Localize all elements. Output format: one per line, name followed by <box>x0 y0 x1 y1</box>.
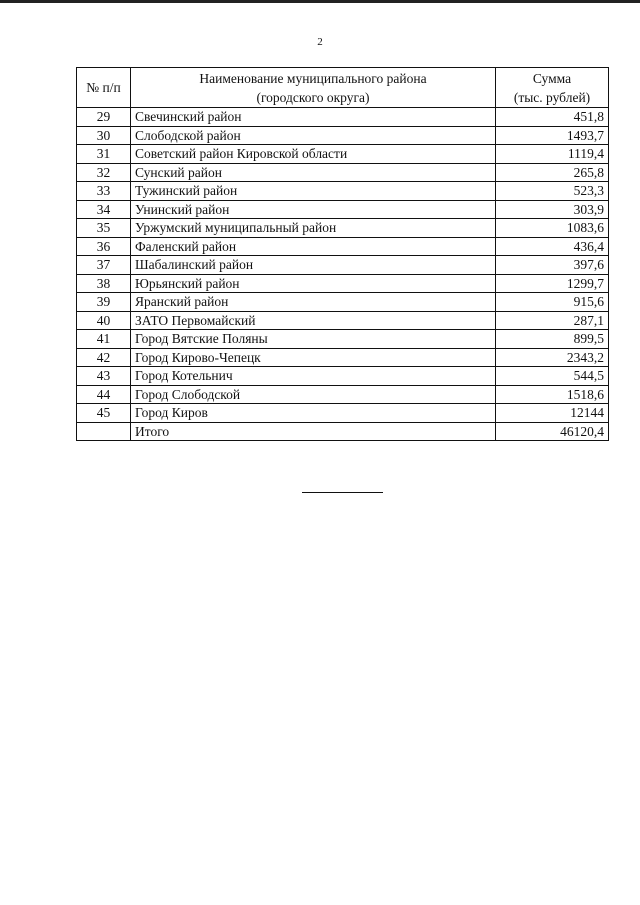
header-number <box>77 68 131 108</box>
row-number: 43 <box>77 367 131 386</box>
row-number: 40 <box>77 311 131 330</box>
row-sum: 1083,6 <box>496 219 609 238</box>
table-body <box>77 108 609 441</box>
table-row <box>77 237 609 256</box>
row-number: 45 <box>77 404 131 423</box>
header-name-line-1: Наименование муниципального района <box>199 70 427 86</box>
row-number: 42 <box>77 348 131 367</box>
row-sum: 899,5 <box>496 330 609 349</box>
row-sum: 397,6 <box>496 256 609 275</box>
row-number: 33 <box>77 182 131 201</box>
page-number: 2 <box>317 36 323 48</box>
row-sum: 1518,6 <box>496 385 609 404</box>
table-row <box>77 348 609 367</box>
row-number: 36 <box>77 237 131 256</box>
row-district-name: Шабалинский район <box>131 256 496 275</box>
row-number: 31 <box>77 145 131 164</box>
row-district-name: Свечинский район <box>131 108 496 127</box>
table-row <box>77 200 609 219</box>
total-row <box>77 422 609 441</box>
row-district-name: Город Слободской <box>131 385 496 404</box>
header-sum-line-1: Сумма <box>532 70 572 86</box>
row-district-name: Город Киров <box>131 404 496 423</box>
row-sum: 436,4 <box>496 237 609 256</box>
header-sum <box>496 68 609 108</box>
row-sum: 287,1 <box>496 311 609 330</box>
top-border-line <box>0 0 640 3</box>
table-row <box>77 182 609 201</box>
table-row <box>77 219 609 238</box>
table-row <box>77 404 609 423</box>
row-number: 34 <box>77 200 131 219</box>
row-number: 30 <box>77 126 131 145</box>
table-row <box>77 163 609 182</box>
total-label: Итого <box>131 422 496 441</box>
header-number-label: № п/п <box>86 80 121 95</box>
end-of-document-line <box>302 492 383 493</box>
row-district-name: Город Котельнич <box>131 367 496 386</box>
header-district-name <box>131 68 496 108</box>
row-district-name: Сунский район <box>131 163 496 182</box>
row-number: 35 <box>77 219 131 238</box>
header-sum-line-2: (тыс. рублей) <box>513 89 591 105</box>
table-row <box>77 126 609 145</box>
row-district-name: Город Вятские Поляны <box>131 330 496 349</box>
table-row <box>77 145 609 164</box>
row-sum: 451,8 <box>496 108 609 127</box>
row-sum: 303,9 <box>496 200 609 219</box>
table-header-row <box>77 68 609 108</box>
table-row <box>77 367 609 386</box>
total-number <box>77 422 131 441</box>
row-district-name: Тужинский район <box>131 182 496 201</box>
row-district-name: Уржумский муниципальный район <box>131 219 496 238</box>
row-number: 44 <box>77 385 131 404</box>
row-sum: 2343,2 <box>496 348 609 367</box>
row-number: 39 <box>77 293 131 312</box>
district-sums-table <box>76 67 609 441</box>
table-row <box>77 274 609 293</box>
row-district-name: Город Кирово-Чепецк <box>131 348 496 367</box>
row-number: 38 <box>77 274 131 293</box>
total-sum: 46120,4 <box>496 422 609 441</box>
row-district-name: Фаленский район <box>131 237 496 256</box>
row-sum: 1299,7 <box>496 274 609 293</box>
row-number: 41 <box>77 330 131 349</box>
row-sum: 1119,4 <box>496 145 609 164</box>
row-district-name: Юрьянский район <box>131 274 496 293</box>
row-district-name: Унинский район <box>131 200 496 219</box>
row-district-name: Советский район Кировской области <box>131 145 496 164</box>
row-district-name: Яранский район <box>131 293 496 312</box>
row-sum: 12144 <box>496 404 609 423</box>
table-row <box>77 108 609 127</box>
table-row <box>77 385 609 404</box>
row-sum: 265,8 <box>496 163 609 182</box>
table-row <box>77 330 609 349</box>
row-district-name: ЗАТО Первомайский <box>131 311 496 330</box>
table-row <box>77 311 609 330</box>
table-row <box>77 256 609 275</box>
row-sum: 1493,7 <box>496 126 609 145</box>
row-number: 32 <box>77 163 131 182</box>
row-sum: 544,5 <box>496 367 609 386</box>
row-number: 29 <box>77 108 131 127</box>
row-sum: 915,6 <box>496 293 609 312</box>
header-name-line-2: (городского округа) <box>256 89 370 105</box>
row-district-name: Слободской район <box>131 126 496 145</box>
row-sum: 523,3 <box>496 182 609 201</box>
row-number: 37 <box>77 256 131 275</box>
table-row <box>77 293 609 312</box>
